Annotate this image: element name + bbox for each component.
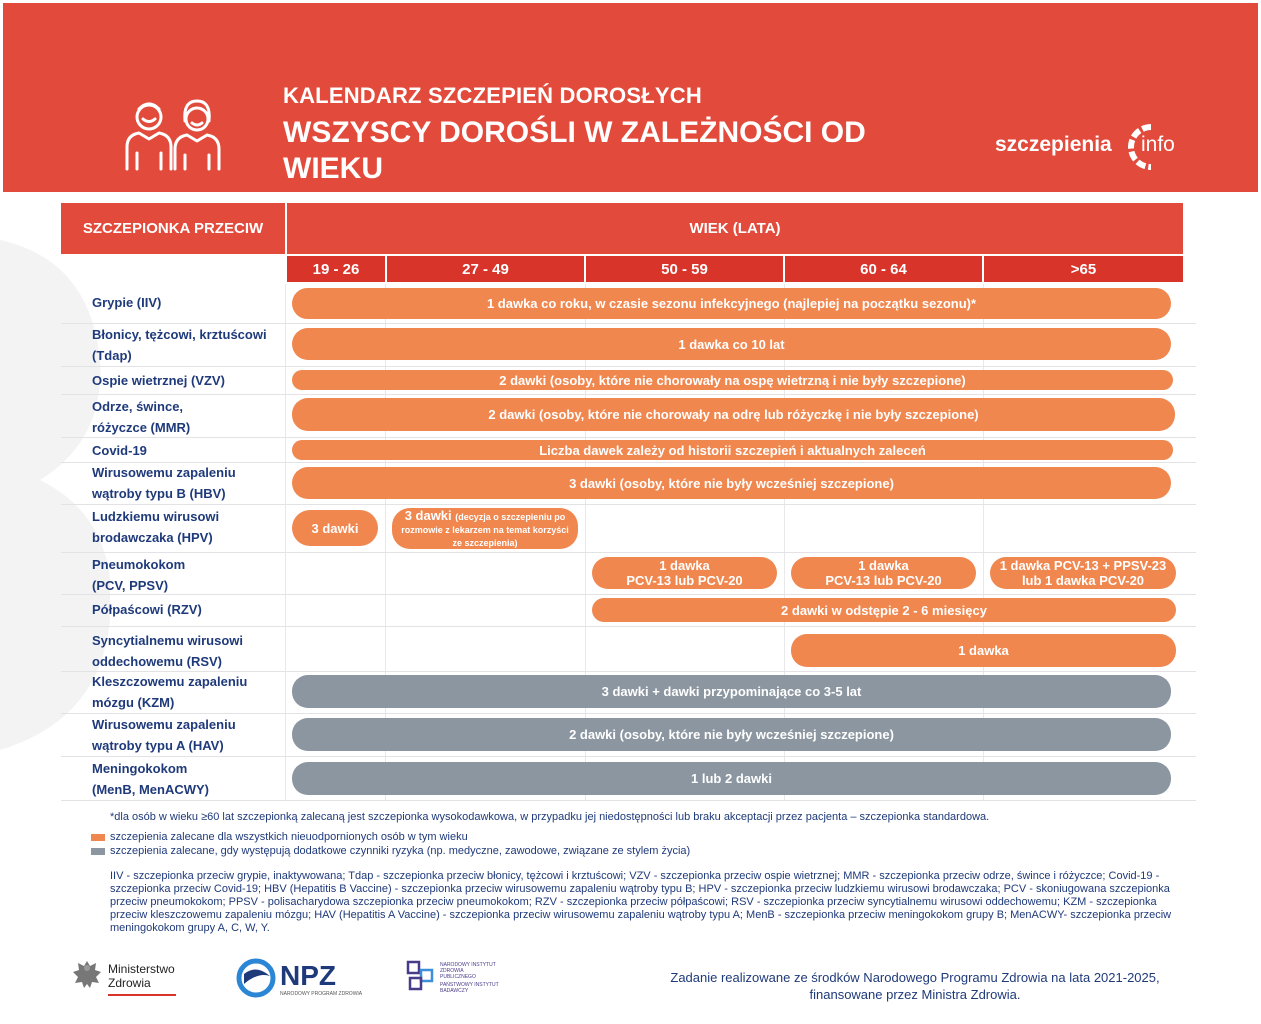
logo-info: info <box>1141 133 1175 156</box>
row-label-kzm: Kleszczowemu zapaleniu mózgu (KZM) <box>92 674 248 710</box>
bar-hbv: 3 dawki (osoby, które nie były wcześniej szczepione) <box>292 467 1171 499</box>
bar-hpv-27-49 <box>392 508 578 549</box>
grid-hline <box>61 366 1196 367</box>
funding-line2: finansowane przez Ministra Zdrowia. <box>809 987 1021 1002</box>
funding-note <box>600 969 1230 1003</box>
age-27-49: 27 - 49 <box>387 256 584 282</box>
ministerstwo-zdrowia-logo <box>70 958 180 1002</box>
row-label-tdap: Błonicy, tężcowi, krztuścowi (Tdap) <box>92 327 267 363</box>
legend-orange <box>91 831 468 843</box>
bar-vzv: 2 dawki (osoby, które nie chorowały na ospę wietrzną i nie były szczepione) <box>292 370 1173 390</box>
pcv3-line2: lub 1 dawka PCV-20 <box>1021 573 1145 588</box>
pcv1-line1: 1 dawka <box>659 558 710 573</box>
grid-hline <box>61 626 1196 627</box>
bar-pcv-50-59 <box>592 557 777 589</box>
footnote: *dla osób w wieku ≥60 lat szczepionką zalecaną jest szczepionka wysokodawkowa, w przypadku jej niedostępności lub braku akceptacji przez pacjenta – szczepionka standardowa. <box>110 811 990 823</box>
bar-hav: 2 dawki (osoby, które nie były wcześniej szczepione) <box>292 718 1171 751</box>
npz-logo <box>236 958 363 1002</box>
bar-iiv: 1 dawka co roku, w czasie sezonu infekcyjnego (najlepiej na początku sezonu)* <box>292 288 1171 319</box>
row-label-vzv: Ospie wietrznej (VZV) <box>92 373 225 388</box>
grid-hline <box>61 756 1196 757</box>
szczepienia-info-logo <box>995 119 1195 175</box>
hpv2-main: 3 dawki <box>404 508 452 523</box>
bar-tdap: 1 dawka co 10 lat <box>292 328 1171 360</box>
legend-orange-swatch <box>91 834 105 841</box>
age-50-59: 50 - 59 <box>586 256 783 282</box>
legend-gray-label: szczepienia zalecane, gdy występują dodatkowe czynniki ryzyka (np. medyczne, zawodowe, związane ze stylem życia) <box>110 845 691 857</box>
hpv2-note: (decyzja o szczepieniu po rozmowie z lekarzem na temat korzyści ze szczepienia) <box>401 512 569 548</box>
funding-line1: Zadanie realizowane ze środków Narodowego Programu Zdrowia na lata 2021-2025, <box>670 970 1160 985</box>
legend-gray <box>91 845 690 857</box>
header-banner <box>3 3 1258 192</box>
eagle-icon <box>70 958 104 996</box>
age-19-26: 19 - 26 <box>287 256 385 282</box>
grid-hline <box>61 552 1196 553</box>
npz-subtext: NARODOWY PROGRAM ZDROWIA <box>280 991 363 997</box>
row-label-pcv: Pneumokokom (PCV, PPSV) <box>92 557 186 593</box>
bar-rzv: 2 dawki w odstępie 2 - 6 miesięcy <box>592 598 1176 622</box>
row-label-hpv: Ludzkiemu wirusowi brodawczaka (HPV) <box>92 509 220 545</box>
age-column-header: WIEK (LATA) <box>287 203 1183 254</box>
npz-text: NPZ <box>280 960 336 991</box>
abbreviations: IIV - szczepionka przeciw grypie, inaktywowana; Tdap - szczepionka przeciw błonicy, tężcowi i krztuścowi; VZV - szczepionka przeciw ospie wietrznej; MMR - szczepionka przeciw odrze, śwince i różyczce; Covid-19 - szczepionka przeciw Covid-19; HBV (Hepatitis B Vaccine) - szczepionka przeciw wirusowemu zapaleniu wątroby typu B; HPV - szczepionka przeciw ludzkiemu wirusowi brodawczaka; PCV - skoniugowana szczepionka przeciw pneumokokom; PPSV - polisacharydowa szczepionka przeciw pneumokokom; RZV - szczepionka przeciw półpaścowi; RSV - szczepionka przeciw syncytialnemu wirusowi oddechowemu; KZM - szczepionka przeciw kleszczowemu zapaleniu mózgu; HAV (Hepatitis A Vaccine) - szczepionka przeciw wirusowemu zapaleniu wątroby typu A; MenB - szczepionka przeciw meningokokom grupy B; MenACWY- szczepionka przeciw meningokokom grupy A, C, W, Y. <box>110 870 1172 934</box>
nizp-sub: PAŃSTWOWY INSTYTUT BADAWCZY <box>440 982 499 994</box>
bar-covid: Liczba dawek zależy od historii szczepień i aktualnych zaleceń <box>292 440 1173 460</box>
bar-kzm: 3 dawki + dawki przypominające co 3-5 lat <box>292 675 1171 708</box>
grid-vline <box>285 284 286 800</box>
row-label-hbv: Wirusowemu zapaleniu wątroby typu B (HBV) <box>92 465 236 501</box>
legend-orange-label: szczepienia zalecane dla wszystkich nieuodpornionych osób w tym wieku <box>110 831 468 843</box>
bar-mmr: 2 dawki (osoby, które nie chorowały na odrę lub różyczkę i nie były szczepione) <box>292 398 1175 431</box>
row-label-men: Meningokokom (MenB, MenACWY) <box>92 761 209 797</box>
adults-icon <box>121 95 225 171</box>
bar-hpv-19-26: 3 dawki <box>292 510 378 546</box>
legend-gray-swatch <box>91 848 105 855</box>
pcv2-line2: PCV-13 lub PCV-20 <box>825 573 942 588</box>
bar-men: 1 lub 2 dawki <box>292 762 1171 795</box>
row-label-rsv: Syncytialnemu wirusowi oddechowemu (RSV) <box>92 633 243 669</box>
grid-hline <box>61 800 1196 801</box>
grid-hline <box>61 594 1196 595</box>
row-label-iiv: Grypie (IIV) <box>92 295 162 310</box>
bar-pcv-65-plus <box>990 557 1176 589</box>
row-label-covid: Covid-19 <box>92 442 147 458</box>
nizp-text <box>440 962 500 994</box>
bar-pcv-60-64 <box>791 557 976 589</box>
row-label-rzv: Półpaścowi (RZV) <box>92 601 202 617</box>
nizp-logo <box>404 958 514 1002</box>
age-65-plus: >65 <box>984 256 1183 282</box>
mz-text <box>108 962 175 990</box>
bar-rsv: 1 dawka <box>791 634 1176 667</box>
mz-line2: Zdrowia <box>108 976 151 990</box>
header-subtitle: KALENDARZ SZCZEPIEŃ DOROSŁYCH <box>283 83 702 108</box>
pcv3-line1: 1 dawka PCV-13 + PPSV-23 <box>999 558 1167 573</box>
nizp-icon <box>404 958 436 994</box>
header-title: WSZYSCY DOROŚLI W ZALEŻNOŚCI OD WIEKU <box>283 116 866 185</box>
pcv2-line1: 1 dawka <box>858 558 909 573</box>
grid-hline <box>61 504 1196 505</box>
vaccine-column-header: SZCZEPIONKA PRZECIW <box>61 203 285 254</box>
grid-hline <box>61 394 1196 395</box>
nizp-name: NARODOWY INSTYTUT ZDROWIA PUBLICZNEGO <box>440 962 496 980</box>
mz-underline <box>108 994 176 996</box>
mz-line1: Ministerstwo <box>108 962 175 976</box>
pcv1-line2: PCV-13 lub PCV-20 <box>626 573 743 588</box>
logo-text: szczepienia <box>995 133 1112 156</box>
row-label-hav: Wirusowemu zapaleniu wątroby typu A (HAV) <box>92 717 236 753</box>
npz-globe-icon <box>236 958 276 998</box>
age-60-64: 60 - 64 <box>785 256 982 282</box>
row-label-mmr: Odrze, śwince, różyczce (MMR) <box>92 399 191 435</box>
